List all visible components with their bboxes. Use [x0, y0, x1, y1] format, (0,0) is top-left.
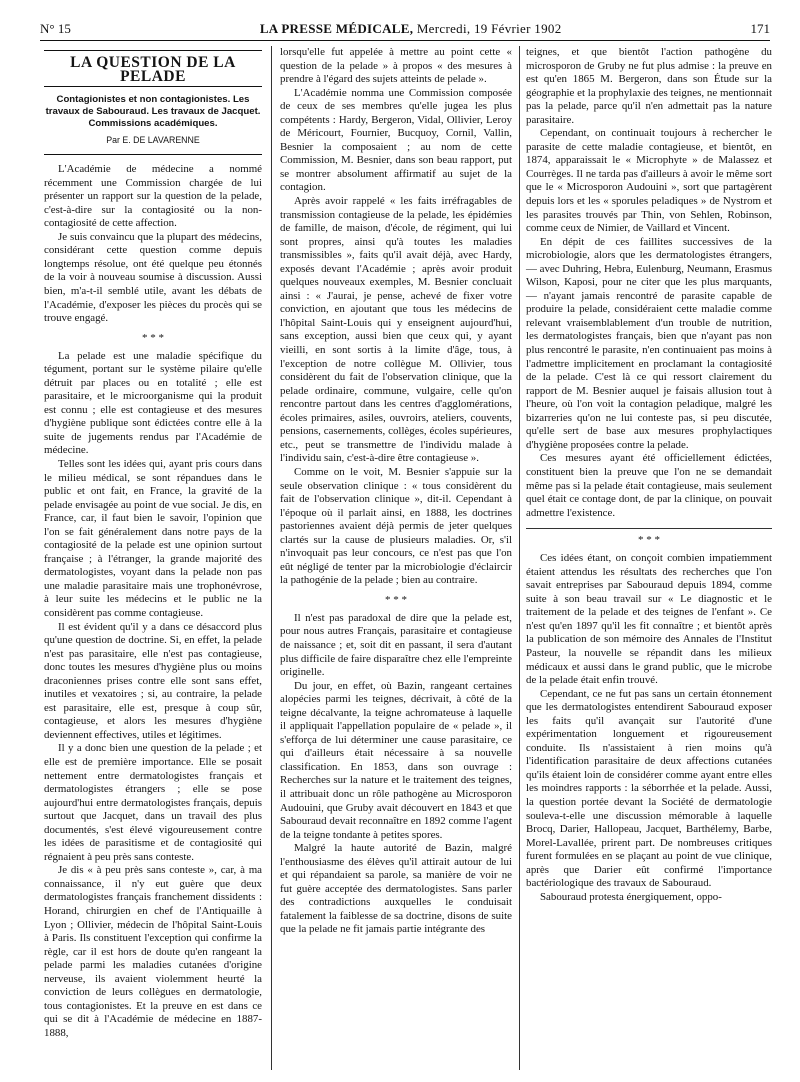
column-rule-2: [519, 46, 520, 1070]
section-separator: * * *: [142, 331, 164, 344]
paragraph: Du jour, en effet, où Bazin, rangeant certaines alopécies parmi les teignes, décrivait, à côté de la teigne décalvante, la teigne achromateuse à laquelle il appliquait l'appellation populaire de « pelade », il s'efforça de lui déterminer une cause parasitaire, ce qui d'ailleurs était nécessaire à sa nouvelle classification. En 1853, dans son ouvrage : Recherches sur la nature et le traitement des teignes, il attribuait donc un rôle pathogène au Microsporon Audouini, que Gruby avait découvert en 1843 et que Sabouraud devait reconnaître en 1892 comme l'agent de la teigne tondante à petites spores.: [280, 679, 512, 841]
column-1: [44, 46, 262, 1040]
paragraph: Après avoir rappelé « les faits irréfragables de transmission contagieuse de la pelade, les épidémies de famille, de maison, d'école, de régiment, qui lui sont propres, ainsi qu'à toutes les maladies transmissibles », faits qu'il avait déjà, avec Hardy, exposés devant l'Académie ; après avoir produit quelques nouveaux exemples, M. Besnier concluait ainsi : « J'aurai, je pense, achevé de fixer votre conviction, en ajoutant que tous les médecins de l'hôpital Saint-Louis qui y enseignent aujourd'hui, sans exception, aussi bien que ceux qui, y ayant vieilli, en sont sortis à la limite d'âge, tous, à l'exception de notre collègue M. Ollivier, tous considèrent du fait de l'observation clinique, que la pelade ordinaire, commune, vulgaire, celle qu'on rencontre partout dans les centres d'agglomérations, écoles primaires, asiles, ouvroirs, ateliers, couvents, pensions, casernements, collèges, écoles supérieures, etc., peut se transmettre de l'individu malade à l'individu sain, c'est-à-dire être contagieuse ».: [280, 195, 512, 465]
issue-date: Mercredi, 19 Février 1902: [416, 21, 562, 36]
paragraph: Malgré la haute autorité de Bazin, malgré l'enthousiasme des élèves qu'il attirait autour de lui et qui répandaient sa parole, sa manière de voir ne fut guère acceptée des dermatologistes. Sans parler des contradictions auxquelles le conduisait fatalement la faiblesse de sa doctrine, disons de suite que la pelade ne fit jamais partie intégrante des: [280, 842, 512, 936]
column-3: [526, 46, 772, 904]
paragraph: L'Académie de médecine a nommé récemment une Commission chargée de lui présenter un rapport sur la question de la pelade, c'est-à-dire sur la contagiosité ou la non-contagiosité de cette affection.: [44, 163, 262, 230]
paragraph: L'Académie nomma une Commission composée de ceux de ses membres qu'elle jugea les plus compétents : Hardy, Bergeron, Vidal, Ollivier, Leroy de Méricourt, Fournier, Bucquoy, Cornil, Vallin, Besnier la composaient ; au nom de cette Commission, M. Besnier, dans son beau rapport, put se montrer absolument affirmatif au sujet de la contagion.: [280, 86, 512, 194]
paragraph: Je dis « à peu près sans conteste », car, à ma connaissance, il n'y eut guère que deux dermatologistes français franchement dissidents : Horand, chirurgien en chef de l'Antiquaille à Lyon ; Ollivier, médecin de l'hôpital Saint-Louis à Paris. Ils constituent l'exception qui confirme la règle, car il est hors de doute qu'en rangeant la pelade parmi les maladies cutanées d'origine nerveuse, ils avaient violemment heurté la conviction de leurs collègues en dermatologie, tous contagionistes. Et la preuve en est dans ce qui se dit à l'Académie de médecine en 1887-1888,: [44, 864, 262, 1039]
paragraph: lorsqu'elle fut appelée à mettre au point cette « question de la pelade » à propos « des mesures à prendre à l'égard des sujets atteints de pelade ».: [280, 46, 512, 86]
article-heading-box: [44, 50, 262, 155]
header-center: [260, 21, 562, 37]
article-subtitle: Contagionistes et non contagionistes. Les travaux de Sabouraud. Les travaux de Jacquet. Commissions académiques.: [45, 94, 261, 129]
paragraph: Ces idées étant, on conçoit combien impatiemment étaient attendus les résultats des recherches que l'on savait entreprises par Sabouraud depuis 1894, comme suite à son beau travail sur « Le diagnostic et le traitement de la pelade et des teignes de l'enfant ». Ce n'est qu'en 1897 qu'il les fit connaître ; et bientôt après la publication de son mémoire des Annales de l'Institut Pasteur, la nouvelle se répandit dans les milieux médicaux et aussi dans le grand public, que le microbe de la pelade était enfin trouvé.: [526, 552, 772, 687]
article-author: Par E. DE LAVARENNE: [106, 135, 200, 146]
paragraph: teignes, et que bientôt l'action pathogène du microsporon de Gruby ne fut plus admise : la preuve en est qu'en 1865 M. Bergeron, dans son Étude sur la géographie et la prophylaxie des teignes, ne mentionnait pas la pelade, parce qu'il n'en admettait pas la nature parasitaire.: [526, 46, 772, 126]
paragraph: Il n'est pas paradoxal de dire que la pelade est, pour nous autres Français, parasitaire et contagieuse de naissance ; et, soit dit en passant, il sera d'autant plus difficile de faire disparaître chez elle l'empreinte originelle.: [280, 611, 512, 679]
paragraph: Ces mesures ayant été officiellement édictées, constituent bien la preuve que l'on ne se demandait même pas si la pelade était contagieuse, mais seulement quel était ce contage dont, de par la clinique, on pouvait admettre l'existence.: [526, 452, 772, 519]
article-title: LA QUESTION DE LA PELADE: [44, 50, 262, 87]
page-number: 171: [750, 21, 770, 36]
publication-name: LA PRESSE MÉDICALE,: [259, 21, 414, 36]
column-2: [280, 46, 512, 937]
paragraph: Cependant, on continuait toujours à rechercher le parasite de cette maladie contagieuse, et bientôt, en 1874, apparaissait le « Microphyte » de Malassez et Courrèges. Il ne tarda pas d'ailleurs à avoir le même sort que le « Microsporon Audouini », sort que partagèrent depuis lors et les « sporules peladiques » de Nystrom et les parasites trouvés par Thin, von Sehlen, Robinson, comme ceux de Nimier, de Vaillard et Vincent.: [526, 127, 772, 235]
section-separator: * * *: [385, 593, 407, 606]
paragraph: Il y a donc bien une question de la pelade ; et elle est de première importance. Elle se posait nettement entre dermatologistes français et dermatologistes étrangers ; elle se pose aujourd'hui entre dermatologistes français, depuis surtout que Jacquet, dans un travail des plus documentés, s'est élevé vigoureusement contre les idées de parasitisme et de contagiosité qui régnaient à peu près sans conteste.: [44, 742, 262, 863]
page-header: [40, 18, 770, 41]
paragraph: Comme on le voit, M. Besnier s'appuie sur la seule observation clinique : « tous considèrent du fait de l'observation clinique », dit-il. Cependant à l'époque où il parlait ainsi, en 1888, les doctrines pastoriennes avaient déjà permis de jeter quelques clartés sur la cause de plusieurs maladies. Or, s'il n'invoquait pas leur concours, ce n'est pas que l'on eût négligé de tenter par la microbiologie d'éclaircir la pathogénie de la pelade ; bien au contraire.: [280, 465, 512, 587]
issue-number: N° 15: [40, 21, 71, 36]
paragraph: Il est évident qu'il y a dans ce désaccord plus qu'une question de doctrine. Si, en effet, la pelade n'est pas parasitaire, elle n'est pas contagieuse, donc toutes les mesures d'hygiène plus ou moins draconiennes prises contre elle sont sans effet, inutiles et vexatoires ; si, au contraire, la pelade est parasitaire, elle est, presque à coup sûr, contagieuse, et alors les mesures d'hygiène deviennent effectives, utiles et légitimes.: [44, 620, 262, 741]
paragraph: La pelade est une maladie spécifique du tégument, portant sur le système pilaire qu'elle détruit par places ou en totalité ; elle est parasitaire, et le microorganisme qui la produit est connu ; elle est contagieuse et des mesures d'hygiène publique sont édictées contre elle à la suite de jugements rendus par l'Académie de médecine.: [44, 349, 262, 457]
paragraph: Cependant, ce ne fut pas sans un certain étonnement que les dermatologistes entendirent Sabouraud exposer les faits qu'il avançait sur l'autorité d'une expérimentation longuement et rigoureusement conduite. Ils n'assistaient à rien moins qu'à l'identification parasitaire de deux affections cutanées qu'ils étaient loin de considérer comme ayant entre elles les moindres rapports : la séborrhée et la pelade. Aussi, la question portée devant la Société de dermatologie souleva-t-elle une discussion mémorable à laquelle Brocq, Darier, Hallopeau, Jacquet, Barthélemy, Barbe, Morel-Lavallée, prirent part. De nombreuses critiques furent formulées en se plaçant au point de vue clinique, après que Darier eût confirmé l'importance bactériologique des travaux de Sabouraud.: [526, 687, 772, 890]
paragraph: Sabouraud protesta énergiquement, oppo-: [540, 890, 722, 903]
section-separator: * * *: [526, 528, 772, 546]
paragraph: En dépit de ces faillites successives de la microbiologie, alors que les dermatologistes étrangers, — avec Duhring, Hebra, Eulenburg, Neumann, Erasmus Wilson, Kaposi, pour ne citer que les plus marquants, — n'ayant jamais rencontré de parasite capable de produire la pelade, considéraient cette maladie comme relevant vraisemblablement d'un trouble de nutrition, les dermatologistes français, bien que n'ayant pas non plus rencontré le parasite, n'en continuaient pas moins à l'admettre implicitement en proclamant la contagiosité de la pelade. C'est là ce qui ressort clairement du rapport de M. Besnier auquel je faisais allusion tout à l'heure, où l'on voit la contagion peladique, malgré les bizarreries qu'on ne lui conteste pas, si peu discutée, qu'elle sert de base aux mesures prophylactiques d'hygiène proposées contre la pelade.: [526, 235, 772, 451]
paragraph: Je suis convaincu que la plupart des médecins, considérant cette question comme depuis longtemps résolue, ont été quelque peu étonnés de la voir à nouveau soumise à discussion. Aussi bien, m'a-t-il semblé utile, avant les débats de l'Académie, d'exposer les pièces du procès qui se trouve engagé.: [44, 230, 262, 325]
paragraph: Telles sont les idées qui, ayant pris cours dans le milieu médical, se sont répandues dans le public et ont fait, en France, la gravité de la pelade envisagée au point de vue social. Je dis, en France, car, il faut bien le savoir, l'opinion que l'on se fait généralement dans notre pays de la contagiosité de la pelade est une opinion surtout française ; à l'étranger, la grande majorité des dermatologistes, voyant dans la pelade non pas une maladie parasitaire mais une trophonévrose, à leur suite les médecins et le public ne la considèrent pas comme contagieuse.: [44, 457, 262, 619]
column-rule-1: [271, 46, 272, 1070]
